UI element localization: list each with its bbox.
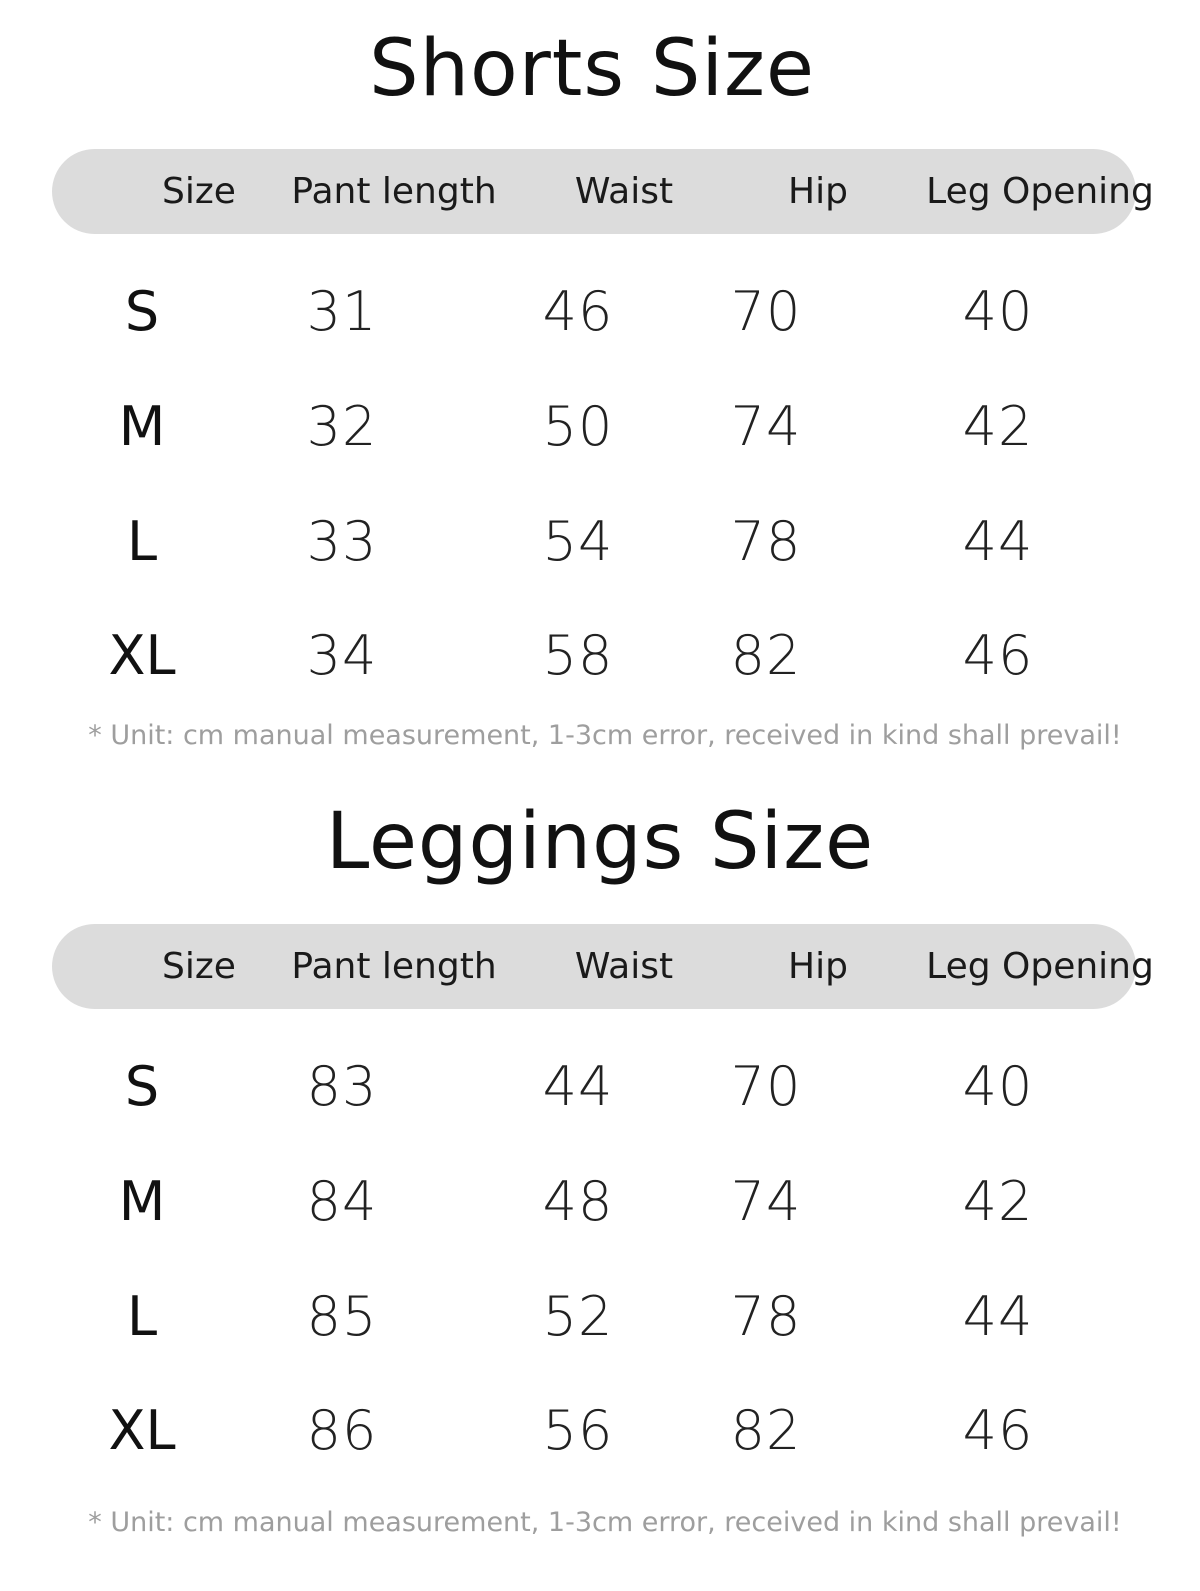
hip-value: 70: [730, 1055, 802, 1118]
leggings-table-header: [52, 924, 1154, 1009]
header-pant-length: Pant length: [291, 171, 497, 212]
hip-value: 82: [730, 1399, 802, 1462]
hip-value: 82: [730, 624, 802, 687]
waist-value: 50: [542, 395, 614, 458]
hip-value: 70: [730, 280, 802, 343]
leggings-size-title: Leggings Size: [325, 797, 875, 887]
waist-value: 46: [542, 280, 614, 343]
size-label: XL: [108, 624, 176, 687]
pant-length-value: 34: [306, 624, 378, 687]
leg-opening-value: 42: [962, 395, 1034, 458]
pant-length-value: 85: [306, 1285, 378, 1348]
size-label: S: [124, 1055, 160, 1118]
leggings-size-section: [0, 775, 1200, 1550]
table-row: [0, 1381, 1200, 1481]
header-leg-opening: Leg Opening: [926, 946, 1154, 987]
measurement-note: * Unit: cm manual measurement, 1-3cm error, received in kind shall prevail!: [88, 1507, 1122, 1538]
hip-value: 78: [730, 1285, 802, 1348]
header-size: Size: [162, 946, 236, 987]
pant-length-value: 31: [306, 280, 378, 343]
table-row: [0, 262, 1200, 362]
pant-length-value: 33: [306, 510, 378, 573]
table-row: [0, 606, 1200, 706]
header-hip: Hip: [788, 171, 848, 212]
header-waist: Waist: [574, 171, 674, 212]
leg-opening-value: 44: [962, 1285, 1034, 1348]
waist-value: 58: [542, 624, 614, 687]
leg-opening-value: 40: [962, 1055, 1034, 1118]
pant-length-value: 32: [306, 395, 378, 458]
header-hip: Hip: [788, 946, 848, 987]
table-row: [0, 1267, 1200, 1367]
pant-length-value: 86: [306, 1399, 378, 1462]
table-row: [0, 377, 1200, 477]
leg-opening-value: 44: [962, 510, 1034, 573]
size-label: L: [126, 1285, 158, 1348]
leg-opening-value: 40: [962, 280, 1034, 343]
hip-value: 74: [730, 1170, 802, 1233]
shorts-size-title: Shorts Size: [369, 24, 815, 114]
waist-value: 54: [542, 510, 614, 573]
leg-opening-value: 46: [962, 624, 1034, 687]
shorts-table-header: [52, 149, 1154, 234]
header-size: Size: [162, 171, 236, 212]
pant-length-value: 84: [306, 1170, 378, 1233]
size-label: M: [118, 1170, 166, 1233]
header-leg-opening: Leg Opening: [926, 171, 1154, 212]
header-pant-length: Pant length: [291, 946, 497, 987]
header-waist: Waist: [574, 946, 674, 987]
size-label: S: [124, 280, 160, 343]
pant-length-value: 83: [306, 1055, 378, 1118]
waist-value: 52: [542, 1285, 614, 1348]
size-label: XL: [108, 1399, 176, 1462]
hip-value: 74: [730, 395, 802, 458]
waist-value: 56: [542, 1399, 614, 1462]
leg-opening-value: 42: [962, 1170, 1034, 1233]
measurement-note: * Unit: cm manual measurement, 1-3cm error, received in kind shall prevail!: [88, 720, 1122, 751]
table-row: [0, 1152, 1200, 1252]
waist-value: 44: [542, 1055, 614, 1118]
size-label: L: [126, 510, 158, 573]
waist-value: 48: [542, 1170, 614, 1233]
size-label: M: [118, 395, 166, 458]
table-row: [0, 492, 1200, 592]
hip-value: 78: [730, 510, 802, 573]
leg-opening-value: 46: [962, 1399, 1034, 1462]
table-row: [0, 1037, 1200, 1137]
shorts-size-section: [0, 0, 1200, 775]
